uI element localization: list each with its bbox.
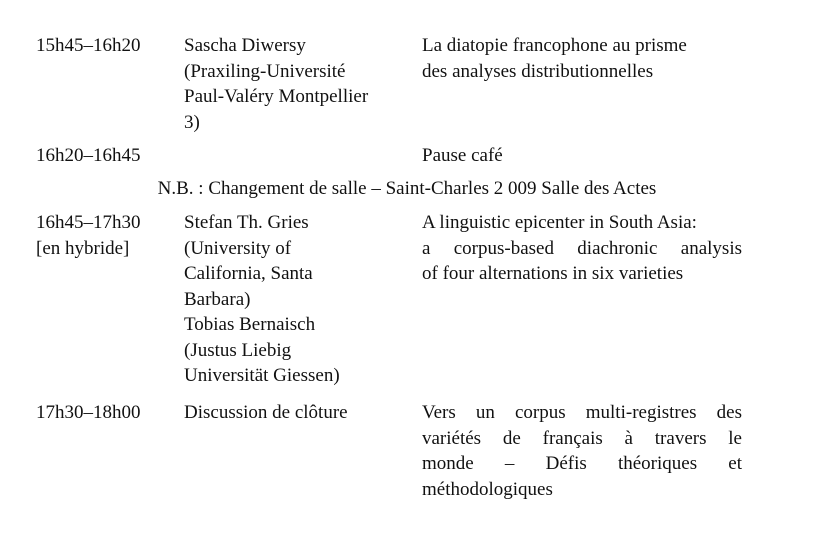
speaker-line: Tobias Bernaisch <box>184 314 316 335</box>
speaker-line: 3) <box>184 111 200 133</box>
title-cell <box>422 400 742 502</box>
speaker-line: California, Santa <box>184 263 313 284</box>
speaker-line: Universität Giessen) <box>184 365 340 386</box>
time-slot: 16h20–16h45 <box>36 145 141 166</box>
speaker-cell <box>184 210 416 389</box>
title-line: Vers un corpus multi-registres des <box>422 402 742 423</box>
room-change-note: N.B. : Changement de salle – Saint-Charles 2 009 Salle des Actes <box>157 178 657 199</box>
time-cell <box>36 33 178 59</box>
title-line: Pause café <box>422 145 503 166</box>
title-line: variétés de français à travers le <box>422 427 742 449</box>
title-cell <box>422 210 742 287</box>
speaker-line: (Justus Liebig <box>184 339 292 361</box>
speaker-cell <box>184 400 416 426</box>
time-slot: 16h45–17h30 <box>36 212 141 233</box>
speaker-line: Sascha Diwersy <box>184 35 306 56</box>
title-cell <box>422 33 742 84</box>
speaker-line: Discussion de clôture <box>184 402 348 423</box>
title-line: méthodologiques <box>422 478 553 500</box>
title-line: of four alternations in six varieties <box>422 263 684 284</box>
title-line: des analyses distributionnelles <box>422 60 654 82</box>
title-cell <box>422 143 742 169</box>
time-slot: 15h45–16h20 <box>36 35 141 56</box>
speaker-line: Paul-Valéry Montpellier <box>184 86 369 107</box>
title-line: A linguistic epicenter in South Asia: <box>422 212 697 233</box>
speaker-cell <box>184 33 416 135</box>
time-cell <box>36 210 178 261</box>
speaker-line: (University of <box>184 237 292 259</box>
speaker-line: Barbara) <box>184 288 251 310</box>
speaker-line: Stefan Th. Gries <box>184 212 309 233</box>
time-slot: 17h30–18h00 <box>36 402 141 423</box>
title-line: monde – Défis théoriques et <box>422 453 742 474</box>
time-cell <box>36 400 178 426</box>
title-line: a corpus-based diachronic analysis <box>422 237 742 259</box>
speaker-line: (Praxiling-Université <box>184 60 346 82</box>
time-note: [en hybride] <box>36 237 130 259</box>
time-cell <box>36 143 178 169</box>
title-line: La diatopie francophone au prisme <box>422 35 687 56</box>
